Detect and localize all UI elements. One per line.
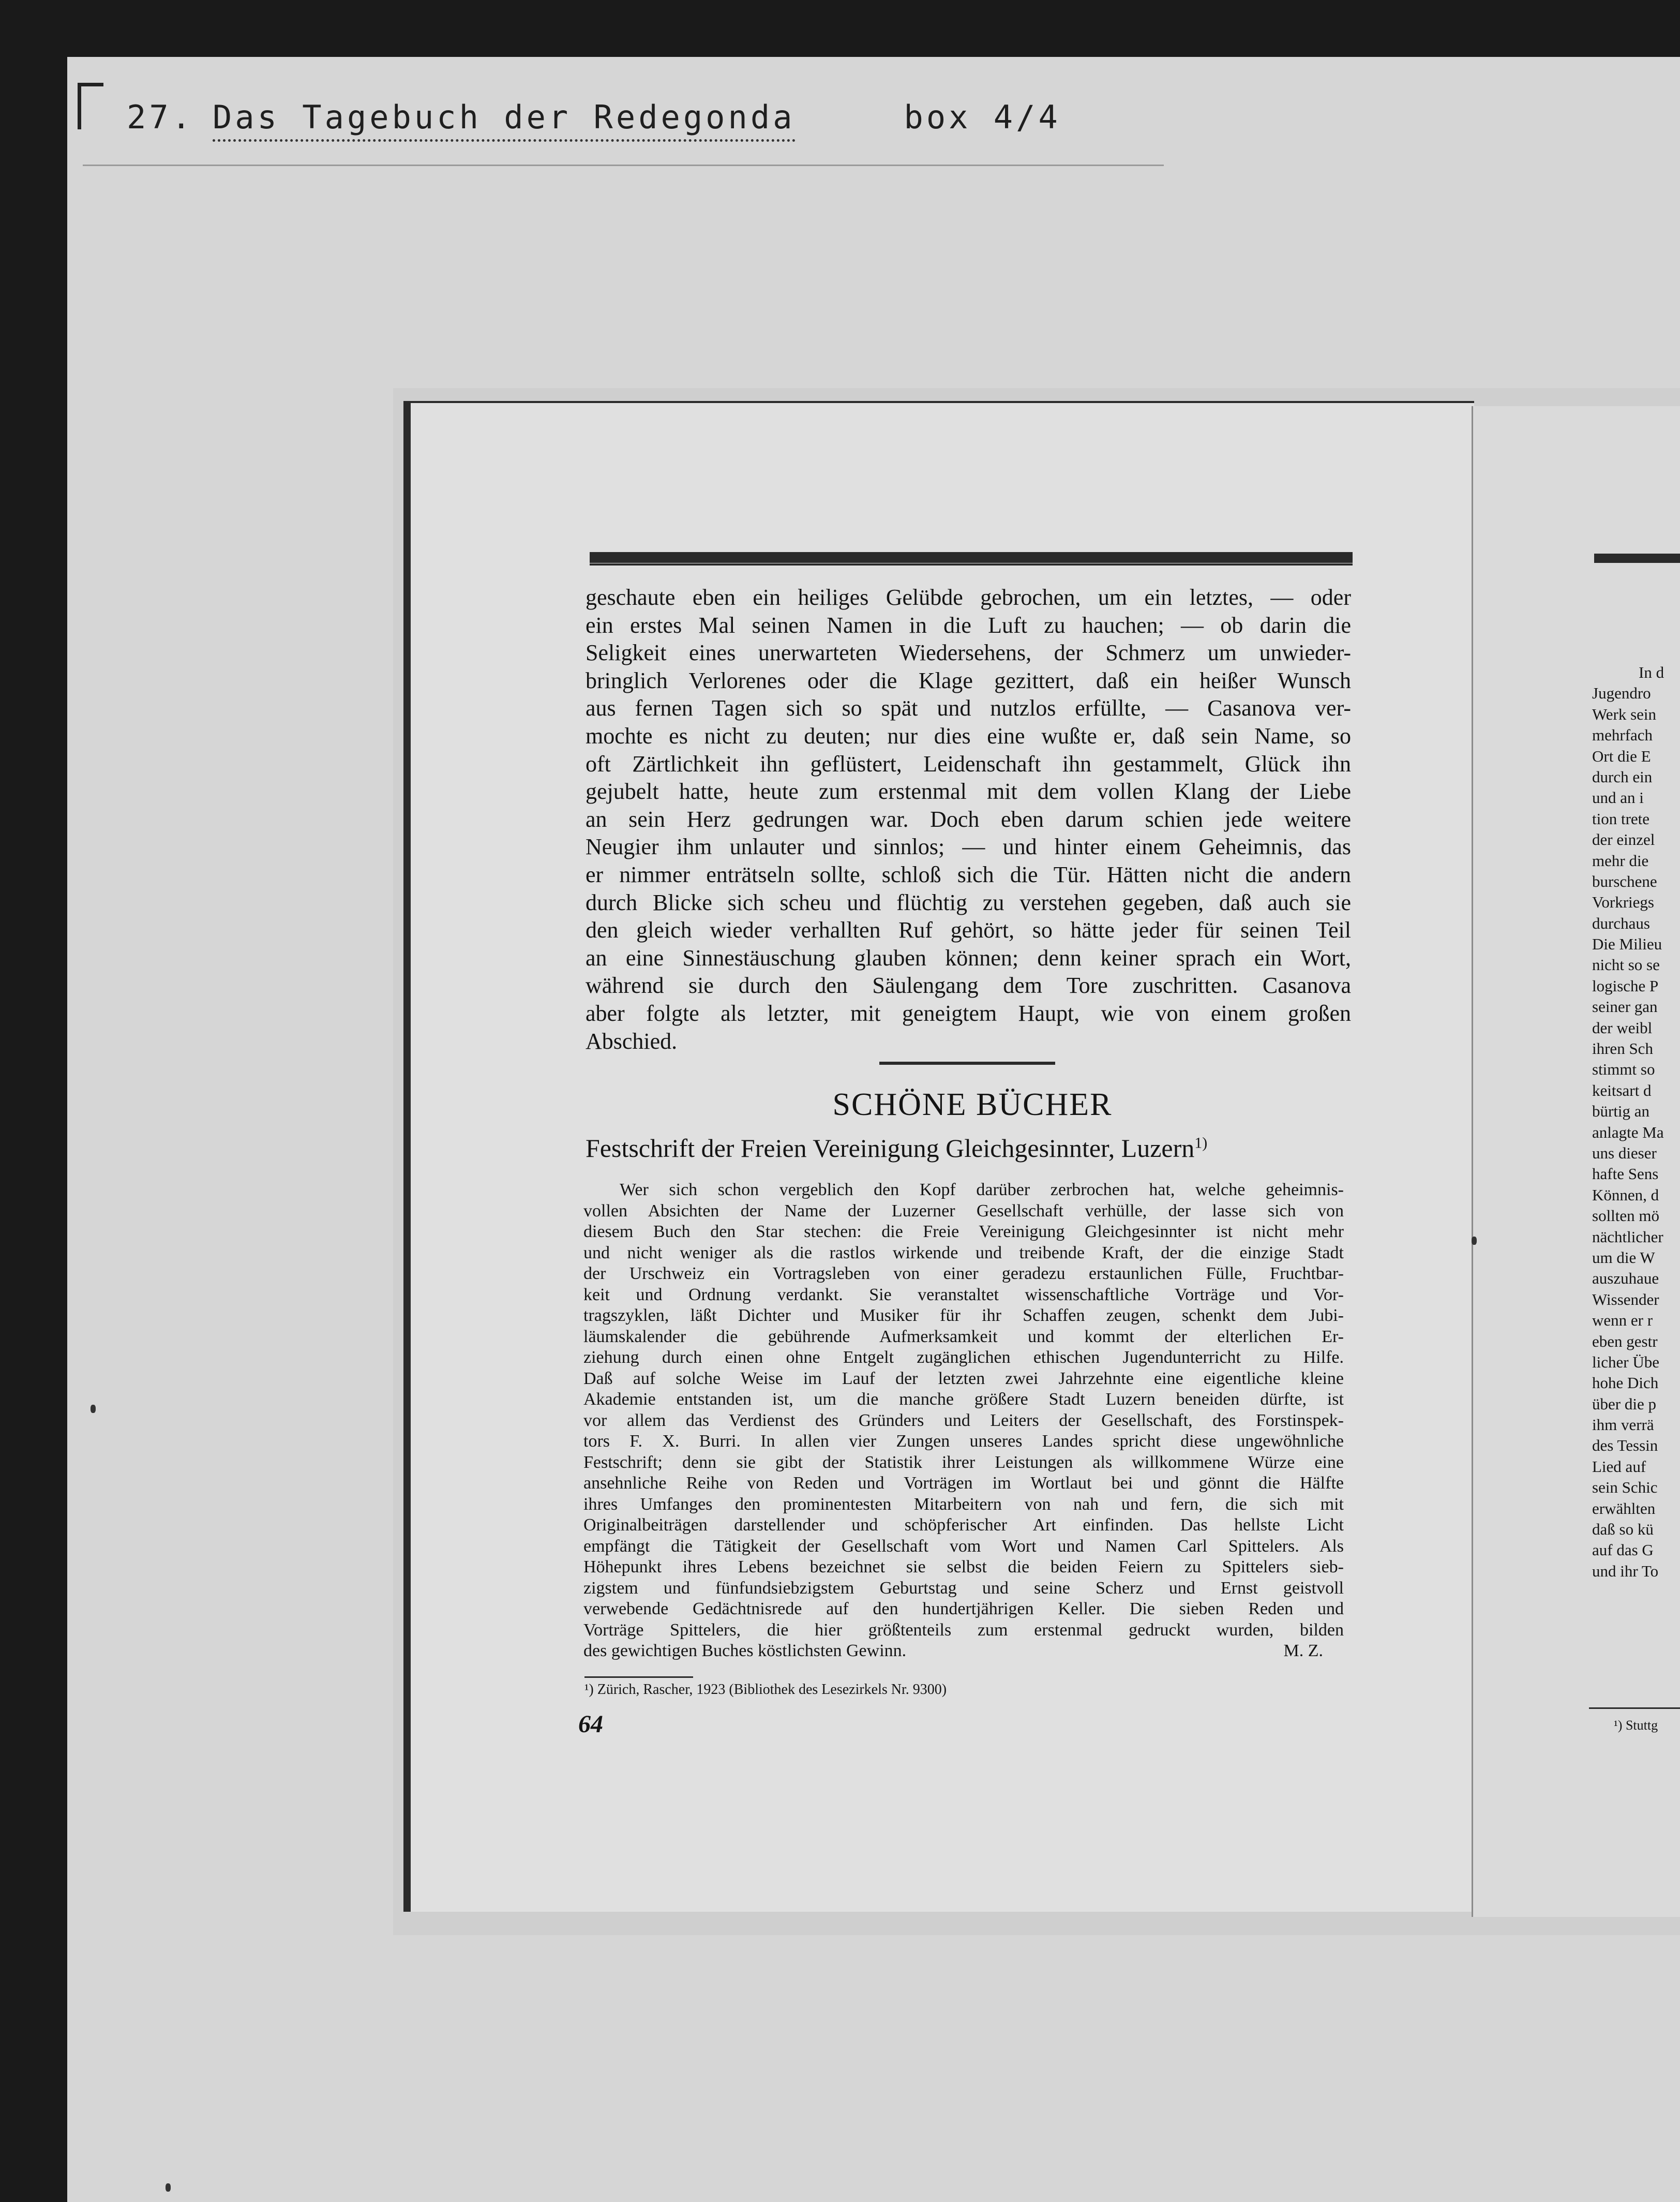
- facing-line: nächtlicher: [1592, 1227, 1663, 1246]
- text-line: mochte es nicht zu deuten; nur dies eine wußte er, daß sein Name, so: [586, 723, 1351, 749]
- text-line: Abschied.: [586, 1028, 678, 1054]
- text-line: Seligkeit eines unerwarteten Wiedersehens, der Schmerz um unwieder-: [586, 640, 1351, 666]
- review-line: vollen Absichten der Name der Luzerner Gesellschaft verhülle, der lasse sich von: [583, 1201, 1344, 1221]
- facing-line: mehr die: [1592, 851, 1649, 870]
- facing-line: seiner gan: [1592, 998, 1658, 1016]
- facing-line: burschene: [1592, 872, 1657, 890]
- facing-line: Können, d: [1592, 1185, 1659, 1204]
- corner-mark: [78, 83, 103, 86]
- footnote: ¹) Zürich, Rascher, 1923 (Bibliothek des Lesezirkels Nr. 9300): [584, 1682, 947, 1698]
- text-line: gejubelt hatte, heute zum erstenmal mit dem vollen Klang der Liebe: [586, 779, 1351, 805]
- review-line: Festschrift; denn sie gibt der Statistik ihrer Leistungen als willkommene Würze eine: [583, 1452, 1344, 1472]
- facing-line: eben gestr: [1592, 1332, 1658, 1350]
- facing-line: Vorkriegs: [1592, 893, 1654, 912]
- facing-header-rule: [1594, 554, 1680, 563]
- facing-line: anlagte Ma: [1592, 1123, 1664, 1141]
- facing-line: Jugendro: [1592, 684, 1651, 703]
- facing-page-text: [1592, 662, 1680, 1582]
- review-line: des gewichtigen Buches köstlichsten Gewinn.: [583, 1641, 907, 1660]
- archive-number: 27.: [127, 98, 194, 136]
- text-line: oft Zärtlichkeit ihn geflüstert, Leidenschaft ihn gestammelt, Glück ihn: [586, 751, 1351, 777]
- review-line: verwebende Gedächtnisrede auf den hundertjährigen Keller. Die sieben Reden und: [583, 1599, 1344, 1618]
- facing-line: auf das G: [1592, 1541, 1654, 1559]
- facing-line: ihren Sch: [1592, 1039, 1653, 1058]
- facing-footnote-rule: [1589, 1707, 1680, 1709]
- corner-mark: [78, 83, 81, 129]
- review-line: ziehung durch einen ohne Entgelt zugänglichen ethischen Jugendunterricht zu Hilfe.: [583, 1348, 1344, 1367]
- review-line: vor allem das Verdienst des Gründers und Leiters der Gesellschaft, des Forstinspek-: [583, 1410, 1344, 1430]
- facing-line: erwählten: [1592, 1499, 1656, 1517]
- review-line: tors F. X. Burri. In allen vier Zungen unseres Landes spricht diese ungewöhnliche: [583, 1432, 1344, 1451]
- facing-line: nicht so se: [1592, 956, 1660, 974]
- archive-title: Das Tagebuch der Redegonda: [213, 98, 796, 142]
- label-rule: [83, 165, 1164, 166]
- facing-line: und ihr To: [1592, 1561, 1659, 1580]
- facing-line: licher Übe: [1592, 1352, 1659, 1371]
- facing-line: stimmt so: [1592, 1060, 1655, 1079]
- facing-line: Werk sein: [1592, 705, 1657, 723]
- story-text: [586, 584, 1351, 1055]
- facing-line: um die W: [1592, 1248, 1655, 1267]
- section-divider: [879, 1062, 1055, 1065]
- section-heading: SCHÖNE BÜCHER: [832, 1087, 1113, 1122]
- review-line: läumskalender die gebührende Aufmerksamkeit und kommt der elterlichen Er-: [583, 1327, 1344, 1346]
- archive-box: box 4/4: [904, 98, 1061, 136]
- facing-line: logische P: [1592, 976, 1659, 995]
- facing-line: bürtig an: [1592, 1102, 1650, 1121]
- review-line: keit und Ordnung verdankt. Sie veranstaltet wissenschaftliche Vorträge und Vor-: [583, 1285, 1344, 1304]
- facing-line: daß so kü: [1592, 1520, 1654, 1539]
- text-line: durch Blicke sich scheu und flüchtig zu verstehen gegeben, daß auch sie: [586, 889, 1351, 915]
- header-rule: [590, 552, 1353, 563]
- review-line: ansehnliche Reihe von Reden und Vorträgen im Wortlaut bei und gönnt die Hälfte: [583, 1474, 1344, 1493]
- review-line: empfängt die Tätigkeit der Gesellschaft vom Wort und Namen Carl Spittelers. Als: [583, 1536, 1344, 1556]
- review-line: Höhepunkt ihres Lebens bezeichnet sie selbst die beiden Feiern zu Spittelers sieb-: [583, 1557, 1344, 1576]
- review-line: der Urschweiz ein Vortragsleben von einer geradezu erstaunlichen Fülle, Fruchtbar-: [583, 1264, 1344, 1283]
- facing-line: der weibl: [1592, 1018, 1653, 1037]
- facing-line: ihm verrä: [1592, 1416, 1654, 1434]
- facing-line: durch ein: [1592, 767, 1653, 786]
- review-title: [586, 1133, 1351, 1163]
- facing-line: der einzel: [1592, 830, 1655, 849]
- dust-speck: [166, 2183, 171, 2192]
- facing-line: mehrfach: [1592, 726, 1653, 745]
- text-line: bringlich Verlorenes oder die Klage gezittert, daß ein heißer Wunsch: [586, 667, 1351, 693]
- facing-line: uns dieser: [1592, 1143, 1657, 1162]
- facing-line: sein Schic: [1592, 1478, 1658, 1497]
- facing-line: durchaus: [1592, 914, 1650, 932]
- facing-footnote: ¹) Stuttg: [1614, 1718, 1658, 1733]
- footnote-mark: 1): [1194, 1134, 1208, 1152]
- page-number: 64: [578, 1710, 603, 1738]
- text-line: an eine Sinnestäuschung glauben können; denn keiner sprach ein Wort,: [586, 945, 1351, 971]
- facing-line: auszuhaue: [1592, 1269, 1659, 1288]
- text-line: er nimmer enträtseln sollte, schloß sich die Tür. Hätten nicht die andern: [586, 861, 1351, 887]
- review-text: [583, 1180, 1344, 1662]
- review-line: diesem Buch den Star stechen: die Freie Vereinigung Gleichgesinnter ist nicht mehr: [583, 1222, 1344, 1241]
- review-line: Akademie entstanden ist, um die manche größere Stadt Luzern beneiden dürfte, ist: [583, 1390, 1344, 1409]
- facing-line: Lied auf: [1592, 1457, 1646, 1476]
- facing-line: Die Milieu: [1592, 935, 1662, 954]
- facing-line: keitsart d: [1592, 1081, 1652, 1099]
- text-line: geschaute eben ein heiliges Gelübde gebrochen, um ein letztes, — oder: [586, 585, 1351, 610]
- dust-speck: [1472, 1237, 1477, 1245]
- facing-line: wenn er r: [1592, 1311, 1653, 1330]
- text-line: den gleich wieder verhallten Ruf gehört, so hätte jeder für seinen Teil: [586, 917, 1351, 943]
- facing-line: Wissender: [1592, 1290, 1659, 1308]
- facing-line: sollten mö: [1592, 1207, 1660, 1225]
- facing-line: In d: [1639, 663, 1664, 681]
- text-line: ein erstes Mal seinen Namen in die Luft zu hauchen; — ob darin die: [586, 612, 1351, 638]
- review-line: Wer sich schon vergeblich den Kopf darüber zerbrochen hat, welche geheimnis-: [620, 1180, 1344, 1199]
- review-line: Originalbeiträgen darstellender und schöpferischer Art einfinden. Das hellste Licht: [583, 1515, 1344, 1535]
- review-line: Vorträge Spittelers, die hier größtenteils zum erstenmal gedruckt wurden, bilden: [583, 1620, 1344, 1640]
- review-line: und nicht weniger als die rastlos wirkende und treibende Kraft, der die einzige Stadt: [583, 1243, 1344, 1262]
- facing-line: hafte Sens: [1592, 1165, 1659, 1183]
- text-line: während sie durch den Säulengang dem Tore zuschritten. Casanova: [586, 973, 1351, 999]
- review-title-text: Festschrift der Freien Vereinigung Gleichgesinnter, Luzern: [586, 1134, 1195, 1163]
- facing-line: tion trete: [1592, 809, 1650, 828]
- text-line: aber folgte als letzter, mit geneigtem Haupt, wie von einem großen: [586, 1000, 1351, 1026]
- text-line: aus fernen Tagen sich so spät und nutzlos erfüllte, — Casanova ver-: [586, 695, 1351, 721]
- review-signature: M. Z.: [1283, 1641, 1323, 1660]
- review-line: tragszyklen, läßt Dichter und Musiker für ihr Schaffen zeugen, schenkt dem Jubi-: [583, 1306, 1344, 1325]
- text-line: Neugier ihm unlauter und sinnlos; — und hinter einem Geheimnis, das: [586, 834, 1351, 860]
- facing-line: und an i: [1592, 788, 1644, 807]
- text-line: an sein Herz gedrungen war. Doch eben darum schien jede weitere: [586, 806, 1351, 832]
- footnote-rule: [584, 1676, 693, 1678]
- review-line: ihres Umfanges den prominentesten Mitarbeitern von nah und fern, die sich mit: [583, 1494, 1344, 1514]
- facing-line: über die p: [1592, 1394, 1656, 1413]
- facing-line: hohe Dich: [1592, 1374, 1659, 1392]
- review-line: Daß auf solche Weise im Lauf der letzten zwei Jahrzehnte eine eigentliche kleine: [583, 1368, 1344, 1388]
- facing-line: Ort die E: [1592, 747, 1651, 765]
- archive-label: [127, 98, 1061, 136]
- facing-line: des Tessin: [1592, 1436, 1658, 1455]
- review-line: zigstem und fünfundsiebzigstem Geburtstag und seine Scherz und Ernst geistvoll: [583, 1578, 1344, 1598]
- dust-speck: [91, 1405, 96, 1413]
